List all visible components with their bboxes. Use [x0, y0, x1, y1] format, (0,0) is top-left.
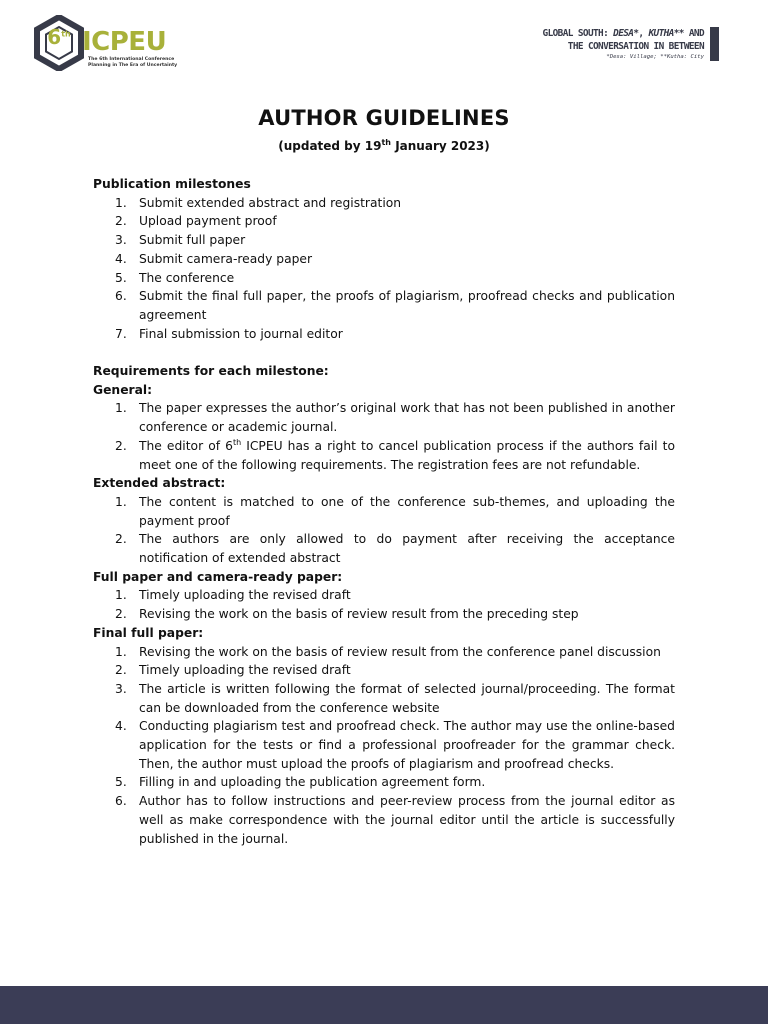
tagline-line-2: THE CONVERSATION IN BETWEEN: [567, 41, 704, 52]
page-header: [0, 0, 768, 90]
milestones-heading: Publication milestones: [93, 177, 251, 191]
list-item: 2. Revising the work on the basis of review result from the preceding step: [115, 607, 579, 622]
list-item: 2. Upload payment proof: [115, 214, 277, 229]
general-heading: General:: [93, 382, 153, 397]
list-item: 1. The content is matched to one of the conference sub-themes, and uploading the payment proof: [115, 494, 675, 528]
list-item: 2. The authors are only allowed to do payment after receiving the acceptance notification of extended abstract: [115, 532, 675, 566]
final-full-paper-heading: Final full paper:: [93, 625, 204, 640]
icpeu-logo: [34, 15, 194, 73]
extended-abstract-list: [93, 493, 675, 568]
list-item: 1. The paper expresses the author’s original work that has not been published in another conference or academic journal.: [115, 401, 675, 435]
list-item: 2. Timely uploading the revised draft: [115, 663, 351, 678]
footer-bar: [0, 986, 768, 1024]
general-list: [93, 399, 675, 474]
list-item: 4. Submit camera-ready paper: [115, 251, 313, 266]
requirements-heading: Requirements for each milestone:: [93, 364, 329, 379]
conference-tagline: [543, 27, 704, 61]
page-subtitle: (updated by 19th January 2023): [278, 138, 490, 153]
list-item: 3. The article is written following the format of selected journal/proceeding. The format can be downloaded from the conference website: [115, 681, 675, 715]
list-item: 1. Revising the work on the basis of review result from the conference panel discussion: [115, 644, 661, 659]
page-title: AUTHOR GUIDELINES: [258, 106, 510, 130]
extended-abstract-heading: Extended abstract:: [93, 476, 226, 491]
section-gap: [93, 343, 675, 362]
logo-wordmark: ICPEU: [82, 27, 167, 57]
list-item: 4. Conducting plagiarism test and proofread check. The author may use the online-based application for the tests or find a professional proofreader for the grammar check. Then, the author must upload the proofs of plagiarism and proofread checks.: [115, 719, 675, 771]
list-item: 6. Submit the final full paper, the proofs of plagiarism, proofread checks and publication agreement: [115, 289, 675, 322]
tagline-footnote: *Desa: Village; **Kutha: City: [606, 54, 704, 60]
list-item: 5. The conference: [115, 270, 235, 285]
tagline-line-1: GLOBAL SOUTH: DESA*, KUTHA** AND: [542, 28, 704, 39]
tagline-accent-bar: [710, 27, 719, 61]
list-item: 6. Author has to follow instructions and peer-review process from the journal editor as well as make correspondence with the journal editor until the article is successfully published in the journal.: [115, 794, 675, 846]
full-paper-heading: Full paper and camera-ready paper:: [93, 569, 343, 584]
milestones-list: [93, 194, 675, 344]
full-paper-list: [93, 586, 675, 623]
list-item: 7. Final submission to journal editor: [115, 326, 343, 341]
guidelines-body: [93, 175, 675, 848]
list-item: 3. Submit full paper: [115, 233, 246, 248]
list-item: 5. Filling in and uploading the publication agreement form.: [115, 775, 486, 790]
logo-number: 6th: [47, 25, 71, 49]
final-full-paper-list: [93, 643, 675, 849]
logo-subtitle: The 6th International Conference Planning in The Era of Uncertainty: [88, 57, 178, 68]
list-item: 1. Submit extended abstract and registration: [115, 195, 402, 210]
list-item: 2. The editor of 6th ICPEU has a right to cancel publication process if the authors fail to meet one of the following requirements. The registration fees are not refundable.: [115, 437, 675, 472]
list-item: 1. Timely uploading the revised draft: [115, 588, 351, 603]
